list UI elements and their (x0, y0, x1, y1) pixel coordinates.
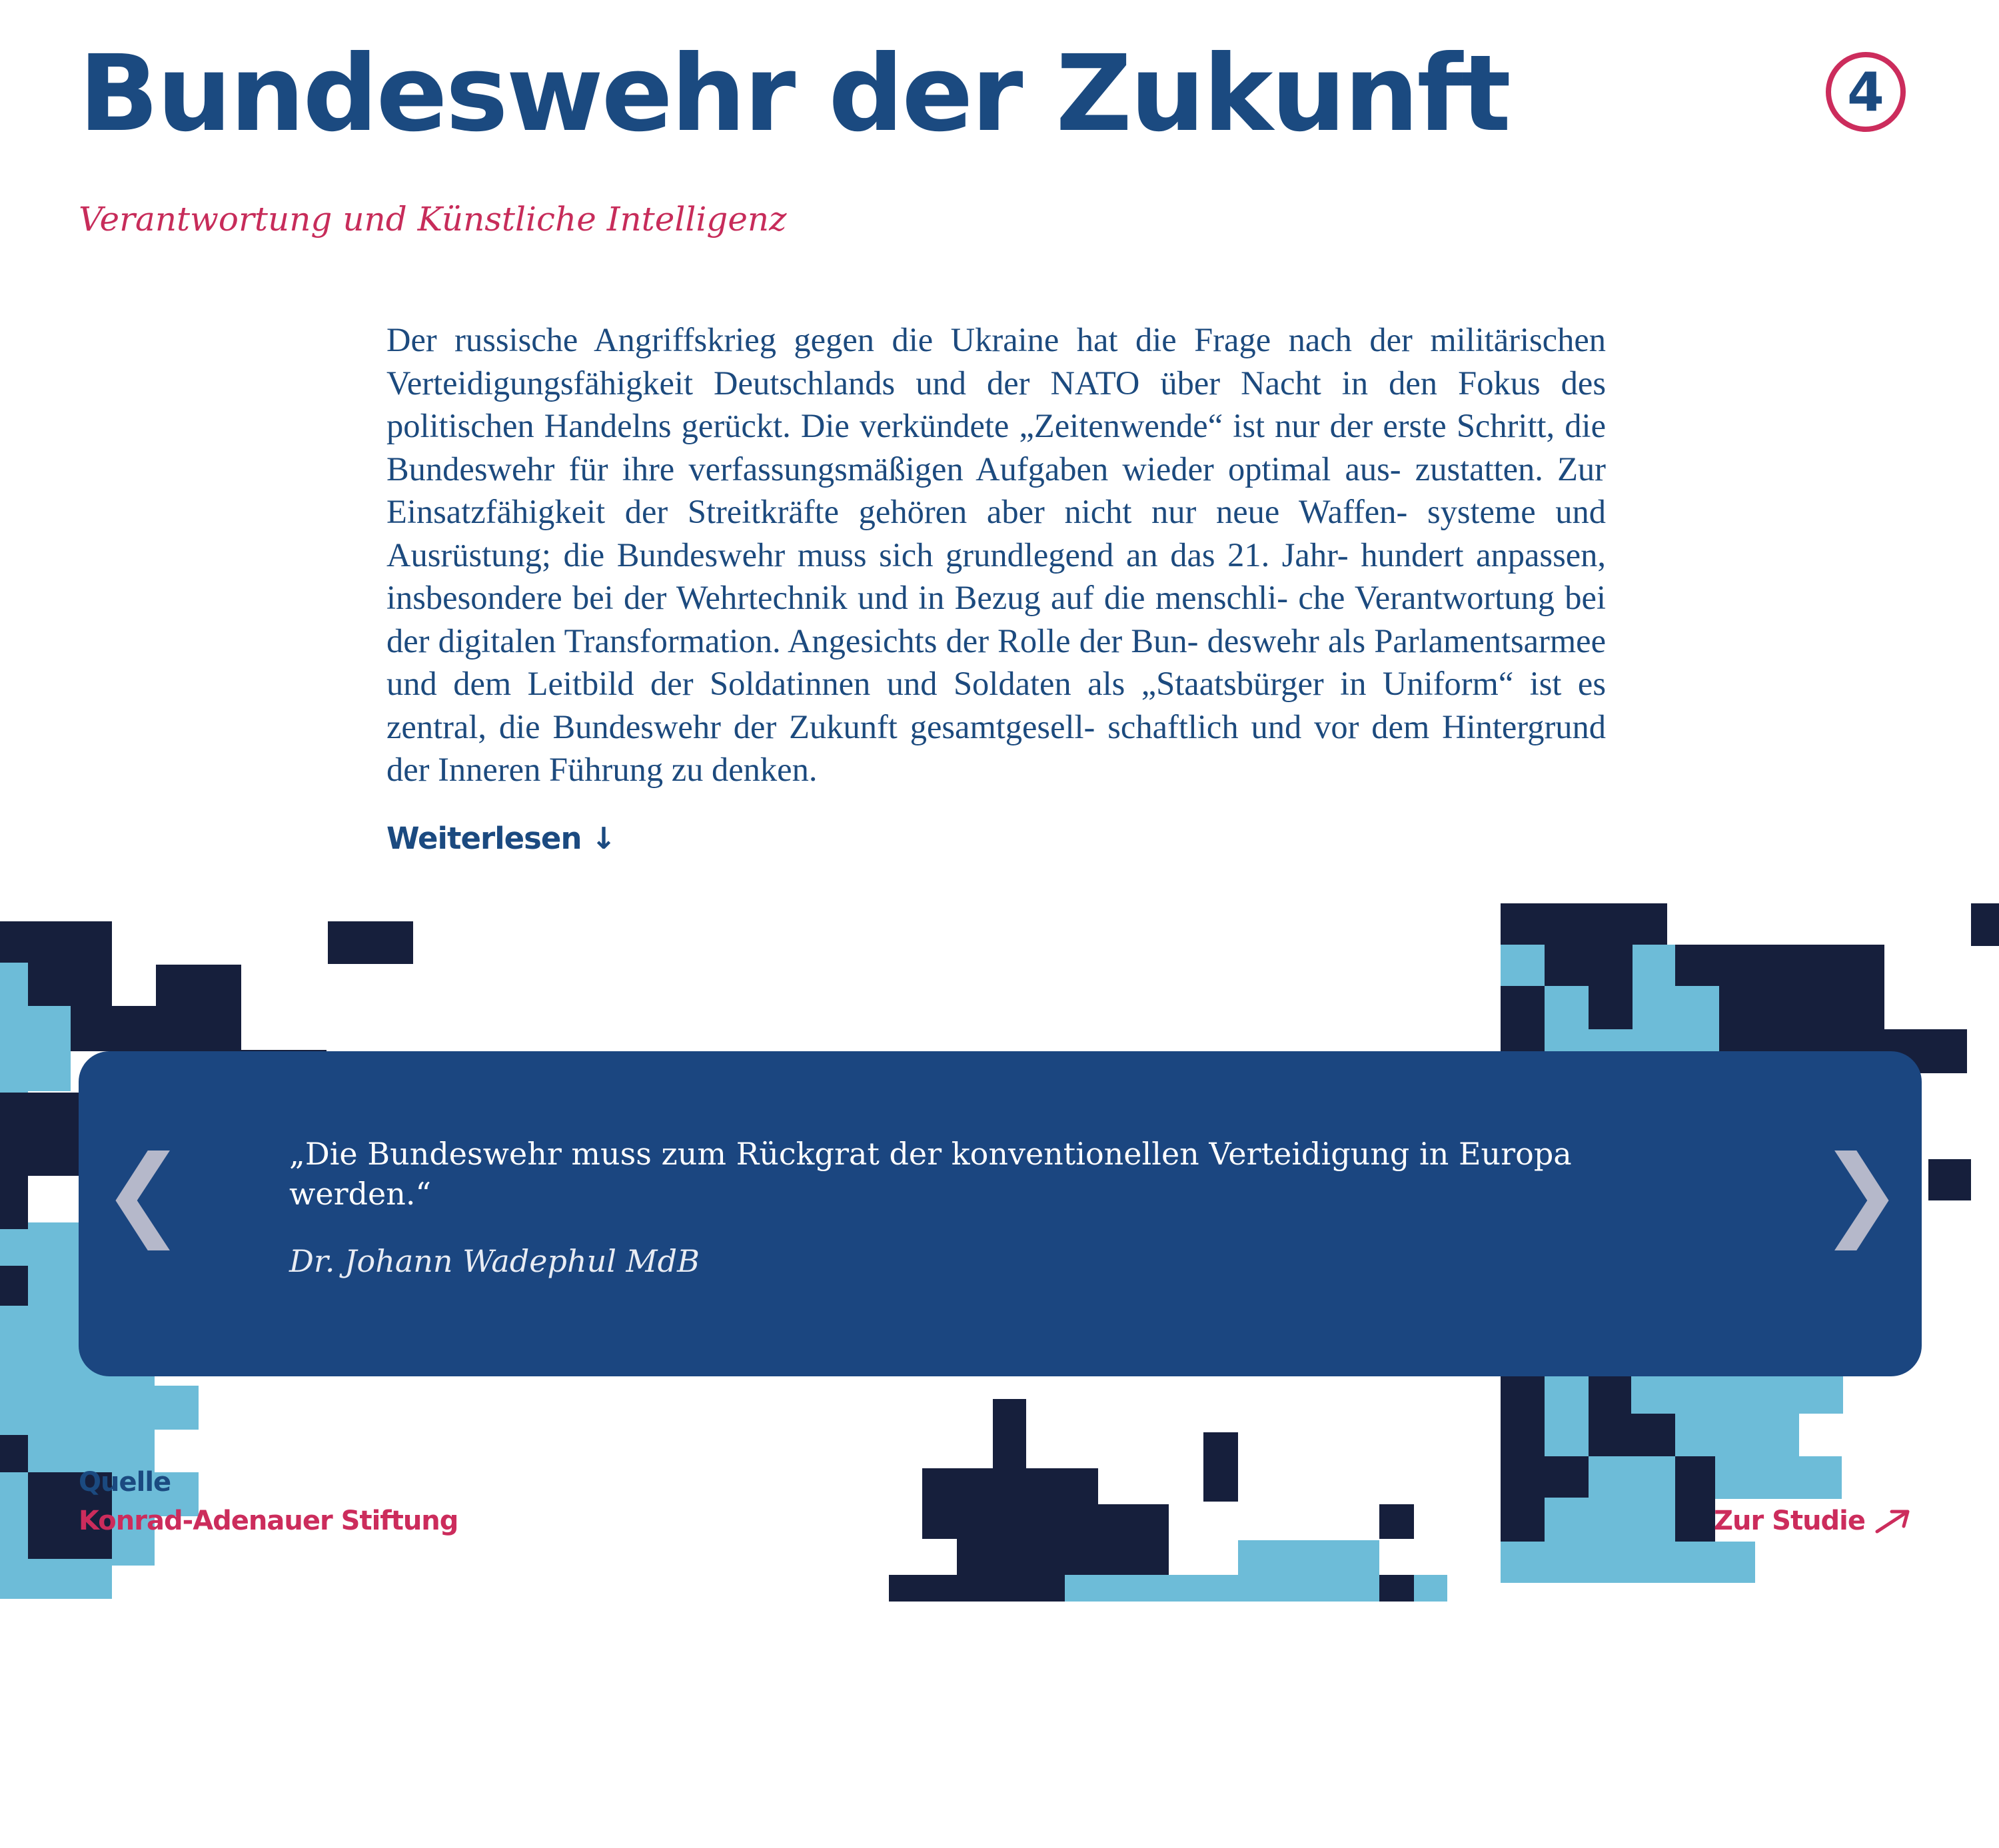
chapter-number-badge: 4 (1826, 52, 1906, 132)
intro-line: Verteidigungsfähigkeit Deutschlands und der NATO über Nacht in den Fokus des (386, 364, 1606, 402)
study-link[interactable] (1714, 1506, 1912, 1536)
chevron-right-icon[interactable]: ❯ (1819, 1135, 1903, 1250)
intro-line: hundert anpassen, insbesondere bei der Wehrtechnik und in Bezug auf die menschli- (386, 536, 1607, 616)
intro-line: che Verantwortung bei der digitalen Transformation. Angesichts der Rolle der Bun- (386, 579, 1607, 660)
intro-line: deswehr als Parlamentsarmee und dem Leitbild der Soldatinnen und Soldaten als (386, 622, 1606, 702)
arrow-up-right-icon (1874, 1508, 1912, 1534)
source-name: Konrad-Adenauer Stiftung (79, 1506, 458, 1536)
chevron-left-icon[interactable]: ❮ (101, 1135, 185, 1250)
quote-slider-card (79, 1051, 1922, 1376)
intro-line: Der russische Angriffskrieg gegen die Ukraine hat die Frage nach der militärischen (386, 321, 1606, 358)
intro-line: politischen Handelns gerückt. Die verkündete „Zeitenwende“ ist nur der erste (386, 407, 1447, 444)
intro-line: schaftlich und vor dem Hintergrund der Inneren Führung zu denken. (386, 707, 1607, 788)
quote-author: Dr. Johann Wadephul MdB (289, 1243, 700, 1279)
intro-line: Schritt, die Bundeswehr für ihre verfassungsmäßigen Aufgaben wieder optimal aus- (386, 407, 1606, 488)
intro-line: systeme und Ausrüstung; die Bundeswehr muss sich grundlegend an das 21. Jahr- (386, 493, 1607, 574)
read-more-link[interactable]: Weiterlesen ↓ (386, 821, 616, 856)
study-link-label: Zur Studie (1714, 1506, 1866, 1536)
quote-text: „Die Bundeswehr muss zum Rückgrat der konventionellen Verteidigung in Europa werden.“ (289, 1136, 1572, 1212)
intro-line: „Staatsbürger in Uniform“ ist es zentral, die Bundeswehr der Zukunft gesamtgesell- (386, 665, 1606, 745)
source-label: Quelle (79, 1467, 171, 1498)
intro-line: zustatten. Zur Einsatzfähigkeit der Streitkräfte gehören aber nicht nur neue Waffen- (386, 450, 1606, 530)
page-subtitle: Verantwortung und Künstliche Intelligenz (79, 200, 787, 238)
page-title: Bundeswehr der Zukunft (79, 33, 1509, 155)
